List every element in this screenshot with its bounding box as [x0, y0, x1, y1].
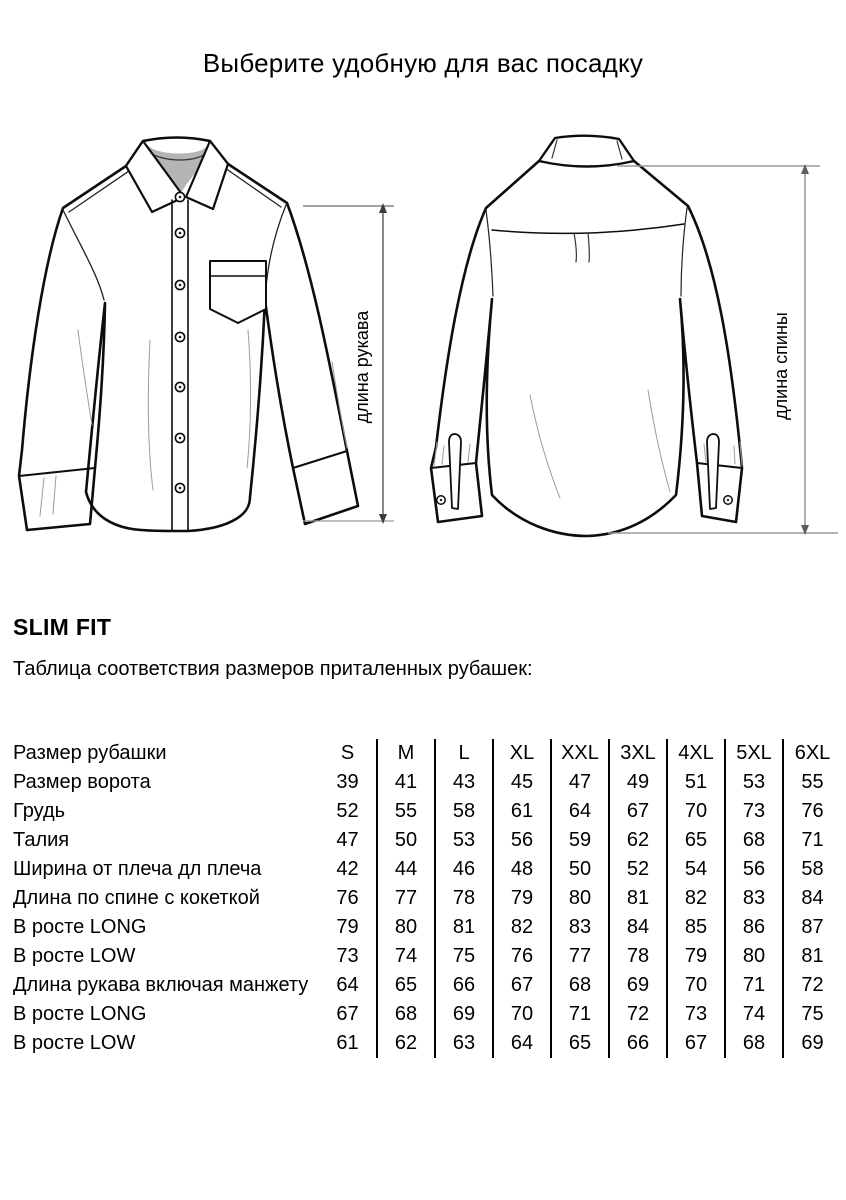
value-cell: 76: [493, 942, 551, 971]
value-cell: 80: [551, 884, 609, 913]
value-cell: 77: [551, 942, 609, 971]
size-header-cell: XXL: [551, 739, 609, 768]
value-cell: 50: [377, 826, 435, 855]
value-cell: 54: [667, 855, 725, 884]
value-cell: 75: [435, 942, 493, 971]
size-header-cell: 3XL: [609, 739, 667, 768]
front-shirt-drawing: [19, 138, 358, 532]
row-label-cell: Талия: [13, 829, 70, 851]
value-cell: 81: [435, 913, 493, 942]
value-cell: 53: [435, 826, 493, 855]
value-cell: 65: [551, 1029, 609, 1058]
value-cell: 65: [667, 826, 725, 855]
value-cell: 39: [336, 771, 359, 793]
value-cell: 76: [336, 887, 359, 909]
value-cell: 47: [336, 829, 359, 851]
row-label-cell: Размер ворота: [13, 771, 151, 793]
value-cell: 51: [667, 768, 725, 797]
table-row: [8, 1029, 841, 1058]
table-row: [8, 826, 841, 855]
value-cell: 69: [435, 1000, 493, 1029]
value-cell: 69: [783, 1029, 841, 1058]
table-row: [8, 768, 841, 797]
value-cell: 83: [725, 884, 783, 913]
value-cell: 50: [551, 855, 609, 884]
value-cell: 53: [725, 768, 783, 797]
value-cell: 49: [609, 768, 667, 797]
value-cell: 64: [336, 974, 359, 996]
value-cell: 71: [783, 826, 841, 855]
chest-pocket: [210, 261, 266, 323]
value-cell: 79: [336, 916, 359, 938]
size-header-cell: 5XL: [725, 739, 783, 768]
value-cell: 68: [551, 971, 609, 1000]
value-cell: 64: [551, 797, 609, 826]
value-cell: 58: [783, 855, 841, 884]
table-row: [8, 1000, 841, 1029]
value-cell: 52: [336, 800, 359, 822]
value-cell: 46: [435, 855, 493, 884]
value-cell: 56: [725, 855, 783, 884]
back-right-sleeve-placket: [707, 434, 719, 509]
size-header-cell: 4XL: [667, 739, 725, 768]
value-cell: 41: [377, 768, 435, 797]
value-cell: 62: [609, 826, 667, 855]
table-row: [8, 942, 841, 971]
value-cell: 87: [783, 913, 841, 942]
value-cell: 81: [783, 942, 841, 971]
value-cell: 82: [493, 913, 551, 942]
value-cell: 74: [725, 1000, 783, 1029]
value-cell: 72: [609, 1000, 667, 1029]
value-cell: 47: [551, 768, 609, 797]
sleeve-length-label: длина рукава: [352, 310, 372, 424]
value-cell: 67: [493, 971, 551, 1000]
shirt-fit-diagram: [0, 105, 846, 585]
page-title: Выберите удобную для вас посадку: [202, 48, 644, 78]
value-cell: 79: [667, 942, 725, 971]
value-cell: 67: [667, 1029, 725, 1058]
table-row: [8, 855, 841, 884]
value-cell: 82: [667, 884, 725, 913]
value-cell: 71: [725, 971, 783, 1000]
value-cell: 74: [377, 942, 435, 971]
value-cell: 80: [377, 913, 435, 942]
value-cell: 68: [377, 1000, 435, 1029]
back-left-sleeve-placket: [449, 434, 461, 509]
value-cell: 56: [493, 826, 551, 855]
row-label-cell: Длина по спине с кокеткой: [13, 887, 260, 909]
value-cell: 84: [783, 884, 841, 913]
value-cell: 86: [725, 913, 783, 942]
value-cell: 76: [783, 797, 841, 826]
size-header-cell: XL: [493, 739, 551, 768]
value-cell: 84: [609, 913, 667, 942]
value-cell: 80: [725, 942, 783, 971]
row-label-cell: Ширина от плеча дл плеча: [13, 858, 262, 880]
row-label-cell: В росте LOW: [13, 1032, 136, 1054]
row-label-cell: Длина рукава включая манжету: [13, 974, 309, 996]
value-cell: 70: [667, 971, 725, 1000]
value-cell: 45: [493, 768, 551, 797]
back-length-label: длина спины: [771, 312, 791, 420]
value-cell: 59: [551, 826, 609, 855]
value-cell: 68: [725, 826, 783, 855]
value-cell: 73: [667, 1000, 725, 1029]
size-header-cell: L: [435, 739, 493, 768]
value-cell: 73: [725, 797, 783, 826]
back-length-arrow: [801, 164, 809, 535]
size-table: [8, 739, 841, 1058]
value-cell: 70: [667, 797, 725, 826]
value-cell: 71: [551, 1000, 609, 1029]
row-label-cell: В росте LONG: [13, 1003, 147, 1025]
value-cell: 61: [336, 1032, 359, 1054]
row-label-cell: Грудь: [13, 800, 66, 822]
value-cell: 81: [609, 884, 667, 913]
value-cell: 66: [435, 971, 493, 1000]
value-cell: 73: [336, 945, 359, 967]
table-row: [8, 797, 841, 826]
value-cell: 67: [609, 797, 667, 826]
value-cell: 63: [435, 1029, 493, 1058]
value-cell: 83: [551, 913, 609, 942]
value-cell: 55: [377, 797, 435, 826]
table-subtitle: Таблица соответствия размеров приталенных рубашек:: [13, 658, 533, 680]
value-cell: 42: [336, 858, 359, 880]
size-header-cell: S: [340, 742, 355, 764]
value-cell: 55: [783, 768, 841, 797]
fit-heading: SLIM FIT: [13, 614, 112, 640]
header-label-cell: Размер рубашки: [13, 742, 167, 764]
value-cell: 78: [609, 942, 667, 971]
value-cell: 44: [377, 855, 435, 884]
value-cell: 72: [783, 971, 841, 1000]
value-cell: 66: [609, 1029, 667, 1058]
size-header-cell: M: [377, 739, 435, 768]
value-cell: 58: [435, 797, 493, 826]
row-label-cell: В росте LOW: [13, 945, 136, 967]
value-cell: 69: [609, 971, 667, 1000]
table-row: [8, 884, 841, 913]
value-cell: 77: [377, 884, 435, 913]
value-cell: 62: [377, 1029, 435, 1058]
value-cell: 52: [609, 855, 667, 884]
value-cell: 79: [493, 884, 551, 913]
size-header-cell: 6XL: [783, 739, 841, 768]
value-cell: 43: [435, 768, 493, 797]
sleeve-length-arrow: [379, 203, 387, 524]
value-cell: 70: [493, 1000, 551, 1029]
table-row: [8, 913, 841, 942]
table-header-row: [8, 739, 841, 768]
value-cell: 65: [377, 971, 435, 1000]
value-cell: 68: [725, 1029, 783, 1058]
value-cell: 61: [493, 797, 551, 826]
value-cell: 78: [435, 884, 493, 913]
value-cell: 85: [667, 913, 725, 942]
value-cell: 67: [336, 1003, 359, 1025]
back-shirt-body: [431, 161, 742, 536]
back-shirt-drawing: [431, 136, 742, 536]
value-cell: 75: [783, 1000, 841, 1029]
value-cell: 64: [493, 1029, 551, 1058]
table-row: [8, 971, 841, 1000]
row-label-cell: В росте LONG: [13, 916, 147, 938]
value-cell: 48: [493, 855, 551, 884]
